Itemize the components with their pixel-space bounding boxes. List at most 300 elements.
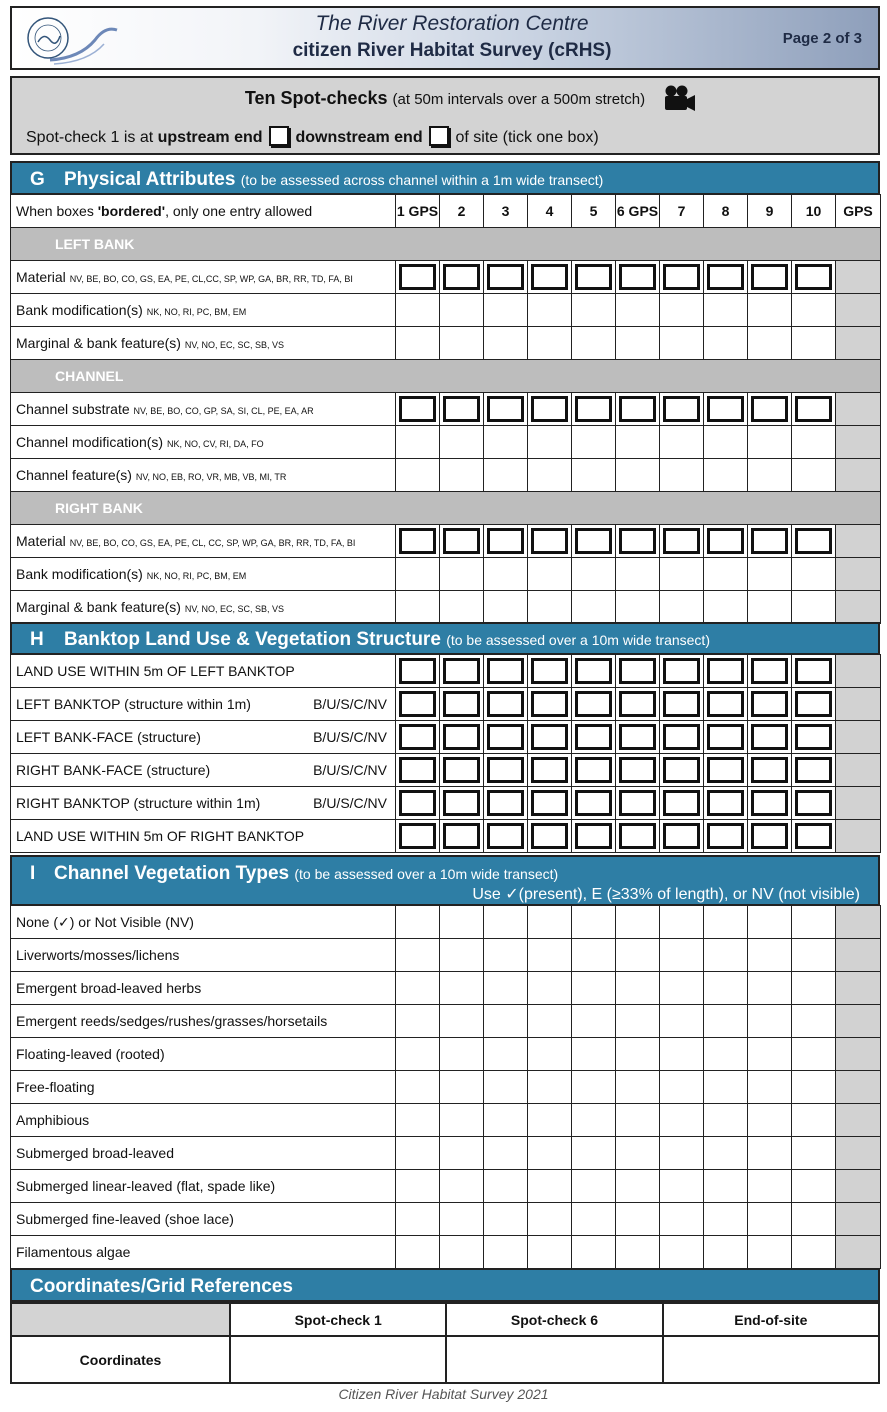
vegetation-row-11-cell-4[interactable]: [528, 1236, 572, 1269]
banktop-row-2-cell-10[interactable]: [792, 688, 836, 721]
bordered-box: [751, 528, 788, 554]
banktop-row-2-cell-1[interactable]: [396, 688, 440, 721]
left-bank-row-3-cell-8[interactable]: [704, 327, 748, 360]
vegetation-row-6-cell-3[interactable]: [484, 1071, 528, 1104]
channel-row-2-cell-10[interactable]: [792, 426, 836, 459]
vegetation-row-2-cell-9[interactable]: [748, 939, 792, 972]
vegetation-row-10-cell-9[interactable]: [748, 1203, 792, 1236]
banktop-row-4-cell-1[interactable]: [396, 754, 440, 787]
left-bank-row-3-cell-2[interactable]: [440, 327, 484, 360]
vegetation-row-8-cell-8[interactable]: [704, 1137, 748, 1170]
left-bank-row-1-cell-3[interactable]: [484, 261, 528, 294]
banktop-row-1-gps-cell: [836, 655, 881, 688]
left-bank-row-2-cell-2[interactable]: [440, 294, 484, 327]
left-bank-row-3-label: Marginal & bank feature(s): [16, 335, 181, 351]
vegetation-row-8-cell-3[interactable]: [484, 1137, 528, 1170]
right-bank-row-3-cell-2[interactable]: [440, 591, 484, 624]
vegetation-row-9-cell-7[interactable]: [660, 1170, 704, 1203]
banktop-row-6-cell-6[interactable]: [616, 820, 660, 853]
vegetation-row-5-cell-4[interactable]: [528, 1038, 572, 1071]
vegetation-row-6-cell-2[interactable]: [440, 1071, 484, 1104]
vegetation-row-4-cell-5[interactable]: [572, 1005, 616, 1038]
right-bank-row-3-cell-3[interactable]: [484, 591, 528, 624]
vegetation-row-5-cell-9[interactable]: [748, 1038, 792, 1071]
vegetation-row-7-cell-3[interactable]: [484, 1104, 528, 1137]
right-bank-row-2-cell-7[interactable]: [660, 558, 704, 591]
right-bank-row-2-cell-3[interactable]: [484, 558, 528, 591]
vegetation-row-11-cell-3[interactable]: [484, 1236, 528, 1269]
channel-row-2-cell-9[interactable]: [748, 426, 792, 459]
banktop-row-4-label: RIGHT BANK-FACE (structure): [16, 762, 211, 778]
right-bank-row-3: [11, 591, 881, 624]
vegetation-row-3-cell-2[interactable]: [440, 972, 484, 1005]
vegetation-row-7-cell-8[interactable]: [704, 1104, 748, 1137]
right-bank-row-1-cell-10[interactable]: [792, 525, 836, 558]
banktop-row-4-cell-4[interactable]: [528, 754, 572, 787]
right-bank-row-1-cell-2[interactable]: [440, 525, 484, 558]
channel-row-1-cell-5[interactable]: [572, 393, 616, 426]
banktop-row-6-cell-9[interactable]: [748, 820, 792, 853]
banktop-row-6-cell-2[interactable]: [440, 820, 484, 853]
banktop-row-6-cell-10[interactable]: [792, 820, 836, 853]
vegetation-row-10-cell-2[interactable]: [440, 1203, 484, 1236]
left-bank-row-3-cell-3[interactable]: [484, 327, 528, 360]
vegetation-row-9-cell-9[interactable]: [748, 1170, 792, 1203]
channel-row-2-cell-6[interactable]: [616, 426, 660, 459]
right-bank-row-3-cell-4[interactable]: [528, 591, 572, 624]
bordered-box: [619, 757, 656, 783]
banktop-row-4-cell-7[interactable]: [660, 754, 704, 787]
banktop-row-2-cell-4[interactable]: [528, 688, 572, 721]
vegetation-row-5-cell-7[interactable]: [660, 1038, 704, 1071]
vegetation-row-7-cell-5[interactable]: [572, 1104, 616, 1137]
vegetation-row-3-cell-9[interactable]: [748, 972, 792, 1005]
right-bank-row-1-cell-8[interactable]: [704, 525, 748, 558]
vegetation-row-10-cell-10[interactable]: [792, 1203, 836, 1236]
bordered-box: [575, 823, 612, 849]
channel-row-3-cell-3[interactable]: [484, 459, 528, 492]
banktop-row-1-cell-4[interactable]: [528, 655, 572, 688]
channel-row-2-cell-2[interactable]: [440, 426, 484, 459]
banktop-row-5-cell-5[interactable]: [572, 787, 616, 820]
banktop-row-6-cell-4[interactable]: [528, 820, 572, 853]
channel-row-1-cell-4[interactable]: [528, 393, 572, 426]
banktop-row-4-cell-9[interactable]: [748, 754, 792, 787]
channel-row-3-cell-4[interactable]: [528, 459, 572, 492]
banktop-row-3-cell-4[interactable]: [528, 721, 572, 754]
vegetation-row-5-cell-3[interactable]: [484, 1038, 528, 1071]
vegetation-row-3-cell-8[interactable]: [704, 972, 748, 1005]
channel-row-3-cell-7[interactable]: [660, 459, 704, 492]
banktop-row-1-cell-8[interactable]: [704, 655, 748, 688]
right-bank-row-2-cell-10[interactable]: [792, 558, 836, 591]
right-bank-row-1-cell-1[interactable]: [396, 525, 440, 558]
channel-row-3-cell-10[interactable]: [792, 459, 836, 492]
right-bank-row-2: [11, 558, 881, 591]
vegetation-row-3-cell-10[interactable]: [792, 972, 836, 1005]
vegetation-row-8-cell-5[interactable]: [572, 1137, 616, 1170]
banktop-row-2-cell-2[interactable]: [440, 688, 484, 721]
banktop-row-5-cell-9[interactable]: [748, 787, 792, 820]
coord-input-spot1[interactable]: [230, 1336, 446, 1383]
channel-row-1-cell-10[interactable]: [792, 393, 836, 426]
vegetation-row-9-cell-2[interactable]: [440, 1170, 484, 1203]
vegetation-row-1-cell-5[interactable]: [572, 906, 616, 939]
banktop-row-2-cell-3[interactable]: [484, 688, 528, 721]
right-bank-row-2-cell-6[interactable]: [616, 558, 660, 591]
vegetation-row-6-cell-7[interactable]: [660, 1071, 704, 1104]
vegetation-row-1-cell-7[interactable]: [660, 906, 704, 939]
vegetation-row-9-label-cell: [11, 1170, 396, 1203]
vegetation-row-4-cell-8[interactable]: [704, 1005, 748, 1038]
left-bank-row-3-cell-6[interactable]: [616, 327, 660, 360]
banktop-row-5-cell-4[interactable]: [528, 787, 572, 820]
banktop-row-5-cell-10[interactable]: [792, 787, 836, 820]
vegetation-row-1-gps-cell: [836, 906, 881, 939]
vegetation-row-1-cell-10[interactable]: [792, 906, 836, 939]
bordered-box: [399, 823, 436, 849]
channel-row-1-cell-6[interactable]: [616, 393, 660, 426]
vegetation-row-4-cell-9[interactable]: [748, 1005, 792, 1038]
channel-row-3-label-cell: [11, 459, 396, 492]
channel-row-2-cell-3[interactable]: [484, 426, 528, 459]
banktop-row-6-cell-3[interactable]: [484, 820, 528, 853]
banktop-row-2-options: B/U/S/C/NV: [313, 696, 387, 712]
channel-row-3-cell-2[interactable]: [440, 459, 484, 492]
vegetation-row-10-cell-6[interactable]: [616, 1203, 660, 1236]
bordered-box: [443, 790, 480, 816]
banktop-row-4-cell-6[interactable]: [616, 754, 660, 787]
vegetation-row-6-cell-8[interactable]: [704, 1071, 748, 1104]
right-bank-row-3-cell-10[interactable]: [792, 591, 836, 624]
vegetation-row-11-cell-8[interactable]: [704, 1236, 748, 1269]
channel-row-3-cell-9[interactable]: [748, 459, 792, 492]
vegetation-row-8-cell-4[interactable]: [528, 1137, 572, 1170]
vegetation-row-3-cell-3[interactable]: [484, 972, 528, 1005]
bordered-box: [619, 396, 656, 422]
vegetation-row-9-cell-3[interactable]: [484, 1170, 528, 1203]
banktop-row-1-cell-1[interactable]: [396, 655, 440, 688]
section-h-subtitle: (to be assessed over a 10m wide transect): [446, 632, 710, 648]
left-bank-row-2-cell-10[interactable]: [792, 294, 836, 327]
vegetation-row-11-cell-5[interactable]: [572, 1236, 616, 1269]
vegetation-row-7-cell-9[interactable]: [748, 1104, 792, 1137]
bordered-box: [575, 528, 612, 554]
vegetation-row-2-cell-1[interactable]: [396, 939, 440, 972]
vegetation-row-10-cell-4[interactable]: [528, 1203, 572, 1236]
bordered-box: [663, 658, 700, 684]
vegetation-row-11-cell-7[interactable]: [660, 1236, 704, 1269]
channel-row-2-cell-4[interactable]: [528, 426, 572, 459]
vegetation-row-1-cell-2[interactable]: [440, 906, 484, 939]
channel-row-3-cell-1[interactable]: [396, 459, 440, 492]
vegetation-row-6-cell-1[interactable]: [396, 1071, 440, 1104]
banktop-row-3-cell-9[interactable]: [748, 721, 792, 754]
right-bank-row-3-cell-8[interactable]: [704, 591, 748, 624]
vegetation-row-7-cell-10[interactable]: [792, 1104, 836, 1137]
banktop-row-5-cell-2[interactable]: [440, 787, 484, 820]
left-bank-row-1-cell-6[interactable]: [616, 261, 660, 294]
left-bank-row-2-cell-6[interactable]: [616, 294, 660, 327]
vegetation-row-4-cell-7[interactable]: [660, 1005, 704, 1038]
vegetation-row-2-cell-2[interactable]: [440, 939, 484, 972]
banktop-row-3-cell-7[interactable]: [660, 721, 704, 754]
right-bank-row-3-cell-6[interactable]: [616, 591, 660, 624]
banktop-row-2-cell-8[interactable]: [704, 688, 748, 721]
vegetation-row-8-cell-7[interactable]: [660, 1137, 704, 1170]
vegetation-row-8-cell-1[interactable]: [396, 1137, 440, 1170]
channel-row-2-cell-7[interactable]: [660, 426, 704, 459]
vegetation-row-3-cell-1[interactable]: [396, 972, 440, 1005]
vegetation-row-3-cell-4[interactable]: [528, 972, 572, 1005]
vegetation-row-11-cell-1[interactable]: [396, 1236, 440, 1269]
channel-row-2-cell-5[interactable]: [572, 426, 616, 459]
banktop-row-3-cell-10[interactable]: [792, 721, 836, 754]
vegetation-row-9-cell-10[interactable]: [792, 1170, 836, 1203]
left-bank-row-1-cell-1[interactable]: [396, 261, 440, 294]
vegetation-row-1-cell-8[interactable]: [704, 906, 748, 939]
banktop-row-5-cell-7[interactable]: [660, 787, 704, 820]
vegetation-row-2-cell-4[interactable]: [528, 939, 572, 972]
banktop-row-1-cell-5[interactable]: [572, 655, 616, 688]
banktop-row-3-cell-8[interactable]: [704, 721, 748, 754]
right-bank-row-1-cell-6[interactable]: [616, 525, 660, 558]
banktop-row-1-cell-6[interactable]: [616, 655, 660, 688]
vegetation-row-2-cell-7[interactable]: [660, 939, 704, 972]
vegetation-row-6-cell-10[interactable]: [792, 1071, 836, 1104]
left-bank-row-2-cell-1[interactable]: [396, 294, 440, 327]
right-bank-row-3-cell-9[interactable]: [748, 591, 792, 624]
coord-input-spot6[interactable]: [446, 1336, 662, 1383]
left-bank-row-3-label-cell: [11, 327, 396, 360]
bordered-box: [443, 396, 480, 422]
right-bank-row-1-cell-5[interactable]: [572, 525, 616, 558]
right-bank-row-2-cell-4[interactable]: [528, 558, 572, 591]
right-bank-row-2-cell-2[interactable]: [440, 558, 484, 591]
right-bank-row-2-cell-5[interactable]: [572, 558, 616, 591]
vegetation-row-2-cell-10[interactable]: [792, 939, 836, 972]
banktop-row-6-cell-5[interactable]: [572, 820, 616, 853]
right-bank-row-2-cell-8[interactable]: [704, 558, 748, 591]
banktop-row-1-cell-3[interactable]: [484, 655, 528, 688]
vegetation-row-1-cell-4[interactable]: [528, 906, 572, 939]
left-bank-row-3-cell-9[interactable]: [748, 327, 792, 360]
vegetation-row-3-cell-6[interactable]: [616, 972, 660, 1005]
vegetation-row-4-cell-10[interactable]: [792, 1005, 836, 1038]
vegetation-row-9-cell-8[interactable]: [704, 1170, 748, 1203]
vegetation-row-7-cell-7[interactable]: [660, 1104, 704, 1137]
vegetation-row-4-cell-6[interactable]: [616, 1005, 660, 1038]
vegetation-row-6-cell-5[interactable]: [572, 1071, 616, 1104]
vegetation-row-9-cell-5[interactable]: [572, 1170, 616, 1203]
left-bank-row-3-cell-5[interactable]: [572, 327, 616, 360]
right-bank-row-3-cell-5[interactable]: [572, 591, 616, 624]
left-bank-row-1-cell-4[interactable]: [528, 261, 572, 294]
vegetation-row-4-cell-2[interactable]: [440, 1005, 484, 1038]
vegetation-row-1-cell-6[interactable]: [616, 906, 660, 939]
channel-row-3-cell-6[interactable]: [616, 459, 660, 492]
vegetation-row-5-cell-2[interactable]: [440, 1038, 484, 1071]
banktop-row-4-cell-3[interactable]: [484, 754, 528, 787]
vegetation-row-10-cell-5[interactable]: [572, 1203, 616, 1236]
vegetation-row-8-cell-10[interactable]: [792, 1137, 836, 1170]
vegetation-row-8-cell-6[interactable]: [616, 1137, 660, 1170]
vegetation-row-9-cell-1[interactable]: [396, 1170, 440, 1203]
bordered-box: [487, 724, 524, 750]
vegetation-row-10-cell-1[interactable]: [396, 1203, 440, 1236]
vegetation-row-10-cell-3[interactable]: [484, 1203, 528, 1236]
left-bank-row-2-cell-3[interactable]: [484, 294, 528, 327]
banktop-row-3: [11, 721, 881, 754]
column-header-11: GPS: [836, 195, 881, 228]
banktop-row-5-cell-8[interactable]: [704, 787, 748, 820]
left-bank-row-3-cell-1[interactable]: [396, 327, 440, 360]
left-bank-row-2-cell-7[interactable]: [660, 294, 704, 327]
banktop-row-3-cell-6[interactable]: [616, 721, 660, 754]
banktop-row-6-cell-7[interactable]: [660, 820, 704, 853]
banktop-row-1-cell-10[interactable]: [792, 655, 836, 688]
banktop-row-3-cell-1[interactable]: [396, 721, 440, 754]
banktop-row-4-cell-2[interactable]: [440, 754, 484, 787]
left-bank-row-3-cell-7[interactable]: [660, 327, 704, 360]
left-bank-row-1-cell-8[interactable]: [704, 261, 748, 294]
vegetation-row-2-cell-3[interactable]: [484, 939, 528, 972]
banktop-row-3-cell-3[interactable]: [484, 721, 528, 754]
banktop-row-4-cell-8[interactable]: [704, 754, 748, 787]
right-bank-row-2-cell-9[interactable]: [748, 558, 792, 591]
right-bank-row-1-cell-7[interactable]: [660, 525, 704, 558]
coord-input-end[interactable]: [663, 1336, 879, 1383]
right-bank-row-1-cell-9[interactable]: [748, 525, 792, 558]
coordinates-corner: [11, 1303, 230, 1336]
vegetation-row-7-cell-2[interactable]: [440, 1104, 484, 1137]
banktop-row-6-cell-8[interactable]: [704, 820, 748, 853]
channel-row-1-cell-1[interactable]: [396, 393, 440, 426]
channel-row-1-cell-7[interactable]: [660, 393, 704, 426]
channel-row-3-cell-5[interactable]: [572, 459, 616, 492]
vegetation-row-9-cell-6[interactable]: [616, 1170, 660, 1203]
vegetation-row-6-cell-9[interactable]: [748, 1071, 792, 1104]
left-bank-row-1: [11, 261, 881, 294]
left-bank-row-1-cell-5[interactable]: [572, 261, 616, 294]
column-header-row: [11, 195, 881, 228]
vegetation-row-11-cell-9[interactable]: [748, 1236, 792, 1269]
left-bank-row-2-cell-5[interactable]: [572, 294, 616, 327]
banktop-row-1-cell-9[interactable]: [748, 655, 792, 688]
vegetation-row-3-cell-7[interactable]: [660, 972, 704, 1005]
banktop-row-5-gps-cell: [836, 787, 881, 820]
vegetation-row-8-cell-9[interactable]: [748, 1137, 792, 1170]
vegetation-row-3-cell-5[interactable]: [572, 972, 616, 1005]
vegetation-row-1-cell-3[interactable]: [484, 906, 528, 939]
bordered-box: [751, 724, 788, 750]
banktop-row-2-cell-6[interactable]: [616, 688, 660, 721]
vegetation-row-7-cell-4[interactable]: [528, 1104, 572, 1137]
vegetation-row-6-cell-4[interactable]: [528, 1071, 572, 1104]
rrc-logo-icon: [20, 12, 140, 68]
left-bank-row-3-cell-4[interactable]: [528, 327, 572, 360]
channel-row-1-cell-2[interactable]: [440, 393, 484, 426]
right-bank-row-3-cell-1[interactable]: [396, 591, 440, 624]
left-bank-row-2-cell-4[interactable]: [528, 294, 572, 327]
vegetation-row-1-cell-9[interactable]: [748, 906, 792, 939]
vegetation-row-7-cell-6[interactable]: [616, 1104, 660, 1137]
spot-check-panel: [10, 76, 880, 155]
channel-row-3-cell-8[interactable]: [704, 459, 748, 492]
banktop-row-5-cell-6[interactable]: [616, 787, 660, 820]
vegetation-row-7-cell-1[interactable]: [396, 1104, 440, 1137]
right-bank-row-1-gps-cell: [836, 525, 881, 558]
banktop-row-4-cell-5[interactable]: [572, 754, 616, 787]
left-bank-row-3-cell-10[interactable]: [792, 327, 836, 360]
banktop-row-3-cell-5[interactable]: [572, 721, 616, 754]
banktop-row-6-cell-1[interactable]: [396, 820, 440, 853]
vegetation-row-11-cell-10[interactable]: [792, 1236, 836, 1269]
right-bank-row-2-cell-1[interactable]: [396, 558, 440, 591]
channel-row-1-cell-9[interactable]: [748, 393, 792, 426]
left-bank-row-1-cell-9[interactable]: [748, 261, 792, 294]
vegetation-row-10-cell-7[interactable]: [660, 1203, 704, 1236]
vegetation-row-9-cell-4[interactable]: [528, 1170, 572, 1203]
right-bank-row-1-cell-3[interactable]: [484, 525, 528, 558]
bordered-box: [531, 724, 568, 750]
vegetation-row-4-cell-1[interactable]: [396, 1005, 440, 1038]
downstream-checkbox[interactable]: [429, 126, 449, 146]
banktop-row-5-cell-3[interactable]: [484, 787, 528, 820]
banktop-row-4-cell-10[interactable]: [792, 754, 836, 787]
vegetation-row-10-cell-8[interactable]: [704, 1203, 748, 1236]
vegetation-row-5-cell-5[interactable]: [572, 1038, 616, 1071]
upstream-checkbox[interactable]: [269, 126, 289, 146]
vegetation-row-11-cell-2[interactable]: [440, 1236, 484, 1269]
vegetation-row-11-cell-6[interactable]: [616, 1236, 660, 1269]
vegetation-row-5-cell-8[interactable]: [704, 1038, 748, 1071]
banktop-row-1-cell-7[interactable]: [660, 655, 704, 688]
left-bank-row-1-cell-2[interactable]: [440, 261, 484, 294]
vegetation-row-2-cell-6[interactable]: [616, 939, 660, 972]
vegetation-row-4-cell-3[interactable]: [484, 1005, 528, 1038]
vegetation-row-6-cell-6[interactable]: [616, 1071, 660, 1104]
right-bank-row-1-cell-4[interactable]: [528, 525, 572, 558]
channel-row-2-cell-8[interactable]: [704, 426, 748, 459]
banktop-row-3-cell-2[interactable]: [440, 721, 484, 754]
vegetation-row-4-cell-4[interactable]: [528, 1005, 572, 1038]
right-bank-row-3-cell-7[interactable]: [660, 591, 704, 624]
banktop-row-5-cell-1[interactable]: [396, 787, 440, 820]
banktop-row-2-cell-9[interactable]: [748, 688, 792, 721]
vegetation-row-1-cell-1[interactable]: [396, 906, 440, 939]
vegetation-row-2-cell-8[interactable]: [704, 939, 748, 972]
banktop-row-2-cell-7[interactable]: [660, 688, 704, 721]
left-bank-row-2-cell-9[interactable]: [748, 294, 792, 327]
channel-row-1-cell-3[interactable]: [484, 393, 528, 426]
right-bank-row-2-label-cell: [11, 558, 396, 591]
vegetation-row-8-label: Submerged broad-leaved: [16, 1145, 174, 1161]
left-bank-row-1-cell-10[interactable]: [792, 261, 836, 294]
left-bank-row-1-cell-7[interactable]: [660, 261, 704, 294]
vegetation-row-5-cell-6[interactable]: [616, 1038, 660, 1071]
banktop-row-1-cell-2[interactable]: [440, 655, 484, 688]
vegetation-row-5-cell-10[interactable]: [792, 1038, 836, 1071]
left-bank-row-2-cell-8[interactable]: [704, 294, 748, 327]
vegetation-row-2-cell-5[interactable]: [572, 939, 616, 972]
vegetation-row-5-cell-1[interactable]: [396, 1038, 440, 1071]
banktop-row-2-cell-5[interactable]: [572, 688, 616, 721]
channel-row-1-cell-8[interactable]: [704, 393, 748, 426]
channel-row-1-label: Channel substrate: [16, 401, 130, 417]
channel-row-2-cell-1[interactable]: [396, 426, 440, 459]
vegetation-row-8-cell-2[interactable]: [440, 1137, 484, 1170]
